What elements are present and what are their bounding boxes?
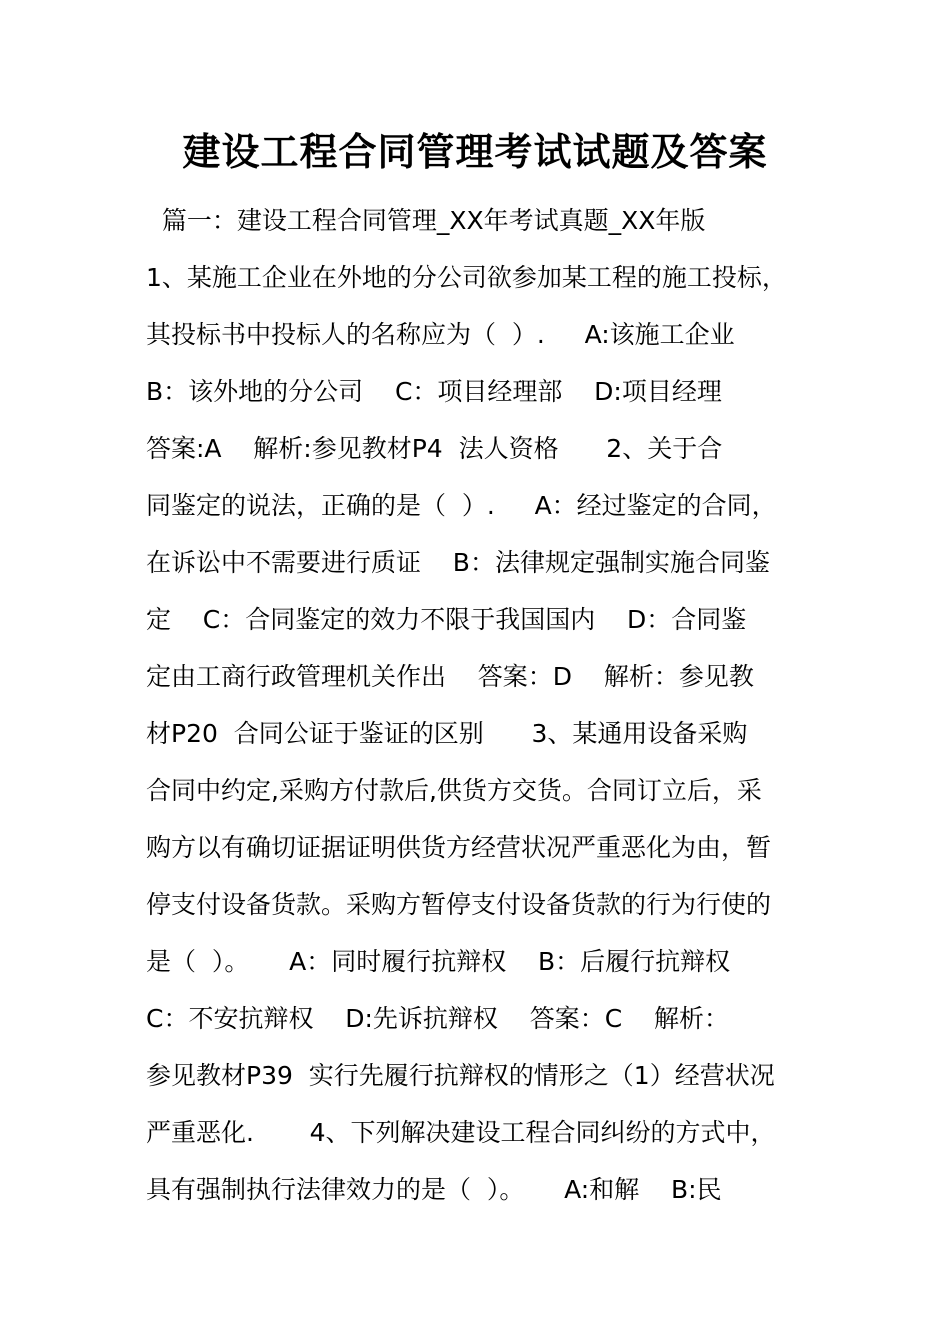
body-line-2: 1、某施工企业在外地的分公司欲参加某工程的施工投标，: [146, 263, 787, 292]
body-line-8: 定 C：合同鉴定的效力不限于我国国内 D：合同鉴: [146, 605, 747, 634]
body-line-3: 其投标书中投标人的名称应为（ ）. A:该施工企业: [146, 320, 735, 349]
body-line-4: B：该外地的分公司 C：项目经理部 D:项目经理: [146, 377, 722, 406]
body-line-17: 严重恶化. 4、下列解决建设工程合同纠纷的方式中，: [146, 1118, 776, 1147]
body-line-14: 是（ ）。 A：同时履行抗辩权 B：后履行抗辩权: [146, 947, 731, 976]
body-line-10: 材P20 合同公证于鉴证的区别 3、某通用设备采购: [146, 719, 748, 748]
body-line-12: 购方以有确切证据证明供货方经营状况严重恶化为由，暂: [146, 833, 772, 862]
body-line-5: 答案:A 解析:参见教材P4 法人资格 2、关于合: [146, 434, 723, 463]
body-line-15: C：不安抗辩权 D:先诉抗辩权 答案：C 解析：: [146, 1004, 729, 1033]
body-line-11: 合同中约定,采购方付款后,供货方交货。合同订立后，采: [146, 776, 762, 805]
body-line-6: 同鉴定的说法，正确的是（ ）. A：经过鉴定的合同，: [146, 491, 777, 520]
body-line-1: 篇一：建设工程合同管理_XX年考试真题_XX年版: [146, 206, 706, 235]
body-line-16: 参见教材P39 实行先履行抗辩权的情形之（1）经营状况: [146, 1061, 775, 1090]
document-title: 建设工程合同管理考试试题及答案: [182, 129, 768, 174]
body-line-18: 具有强制执行法律效力的是（ ）。 A:和解 B:民: [146, 1175, 722, 1204]
body-line-7: 在诉讼中不需要进行质证 B：法律规定强制实施合同鉴: [146, 548, 770, 577]
body-line-9: 定由工商行政管理机关作出 答案：D 解析：参见教: [146, 662, 754, 691]
body-line-13: 停支付设备货款。采购方暂停支付设备货款的行为行使的: [146, 890, 772, 919]
